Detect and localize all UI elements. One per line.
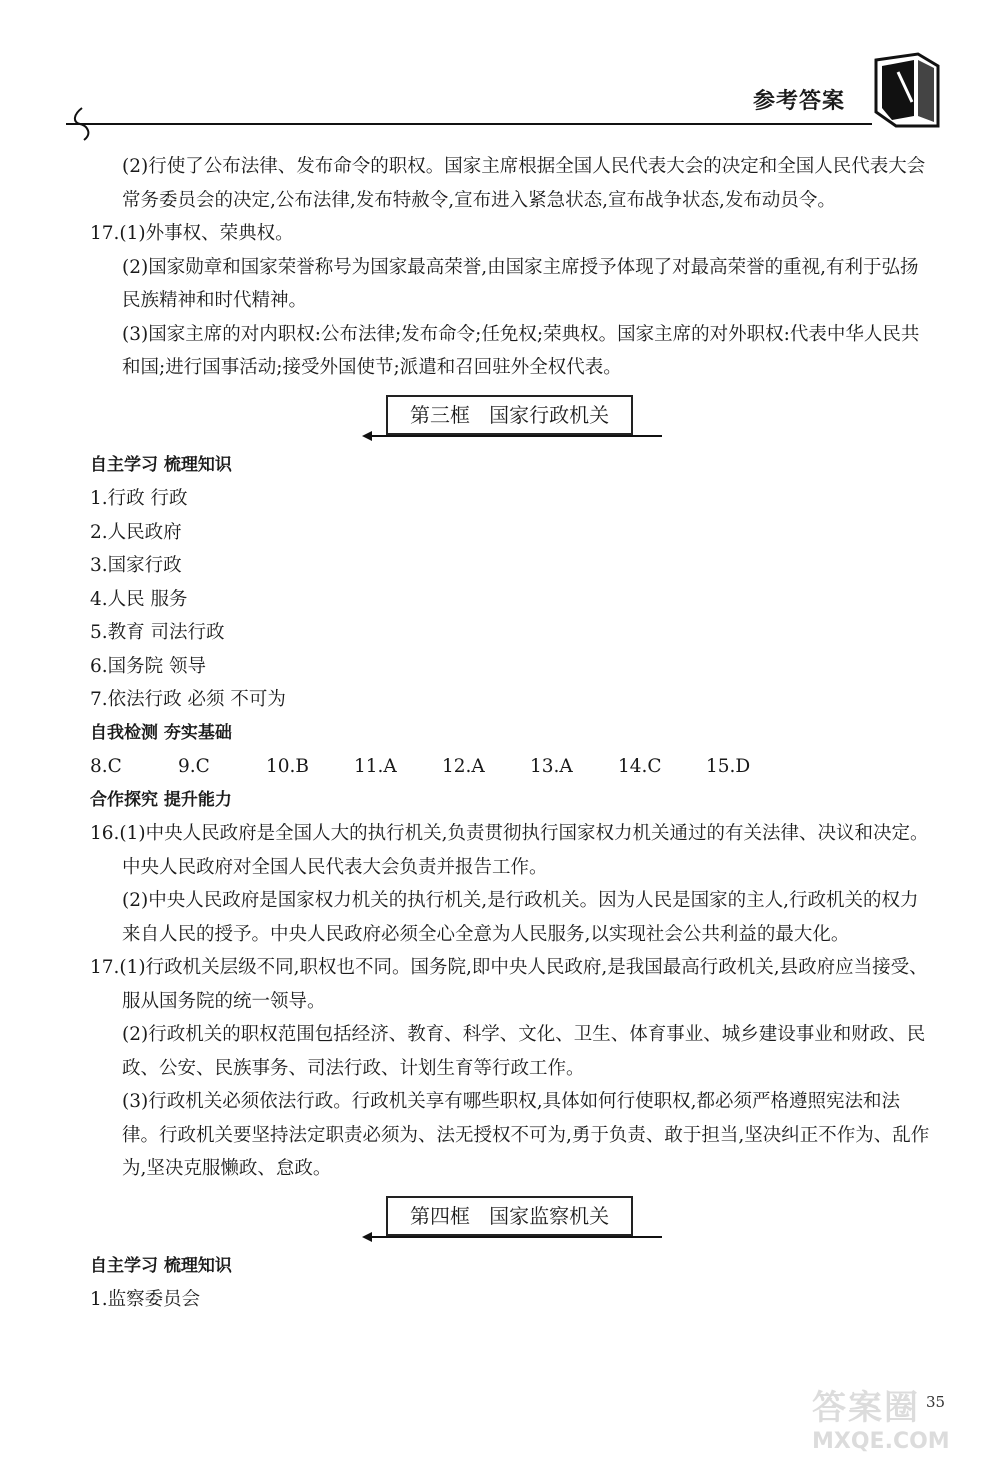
header-rule <box>62 100 882 144</box>
paragraph: (2)行政机关的职权范围包括经济、教育、科学、文化、卫生、体育事业、城乡建设事业和财政、民政、公安、民族事务、司法行政、计划生育等行政工作。 <box>122 1024 926 1079</box>
section-heading-box <box>90 1186 932 1250</box>
paragraph: 17.(1)行政机关层级不同,职权也不同。国务院,即中央人民政府,是我国最高行政机关,县政府应当接受、服从国务院的统一领导。 <box>90 957 928 1012</box>
answer-item: 9.C <box>178 756 210 777</box>
list-item: 6.国务院 领导 <box>90 655 207 677</box>
subsection-heading: 自主学习 梳理知识 <box>90 1255 232 1276</box>
list-item: 3.国家行政 <box>90 555 182 576</box>
list-item: 7.依法行政 必须 不可为 <box>90 689 286 710</box>
main-content <box>90 150 932 1317</box>
list-item: 1.监察委员会 <box>90 1289 201 1310</box>
answer-item: 8.C <box>90 756 122 777</box>
watermark-url: MXQE.COM <box>812 1429 950 1454</box>
paragraph: 17.(1)外事权、荣典权。 <box>90 223 294 244</box>
subsection-heading: 自主学习 梳理知识 <box>90 454 232 475</box>
answer-item: 10.B <box>266 756 310 777</box>
answer-item: 14.C <box>618 756 662 777</box>
section-title: 第三框 国家行政机关 <box>386 395 633 435</box>
watermark-text: 答案圈 <box>812 1388 920 1428</box>
answer-item: 15.D <box>706 756 751 777</box>
section-title: 第四框 国家监察机关 <box>386 1196 633 1236</box>
list-item: 1.行政 行政 <box>90 488 188 509</box>
paragraph: (2)行使了公布法律、发布命令的职权。国家主席根据全国人民代表大会的决定和全国人民代表大会常务委员会的决定,公布法律,发布特赦令,宣布进入紧急状态,宣布战争状态,发布动员令。 <box>122 156 926 211</box>
paragraph: (2)国家勋章和国家荣誉称号为国家最高荣誉,由国家主席授予体现了对最高荣誉的重视,有利于弘扬民族精神和时代精神。 <box>122 256 919 311</box>
paragraph: (3)行政机关必须依法行政。行政机关享有哪些职权,具体如何行使职权,都必须严格遵照宪法和法律。行政机关要坚持法定职责必须为、法无授权不可为,勇于负责、敢于担当,坚决纠正不作为、乱作为,坚决克服懒政、怠政。 <box>122 1091 930 1179</box>
list-item: 4.人民 服务 <box>90 588 188 610</box>
list-item: 5.教育 司法行政 <box>90 622 225 643</box>
subsection-heading: 合作探究 提升能力 <box>90 789 232 810</box>
answer-row <box>90 750 932 784</box>
arrow-left-icon <box>362 429 662 443</box>
paragraph: (2)中央人民政府是国家权力机关的执行机关,是行政机关。因为人民是国家的主人,行政机关的权力来自人民的授予。中央人民政府必须全心全意为人民服务,以实现社会公共利益的最大化。 <box>122 890 919 945</box>
arrow-left-icon <box>362 1230 662 1244</box>
answer-item: 12.A <box>442 756 485 777</box>
list-item: 2.人民政府 <box>90 521 182 543</box>
header-title: 参考答案 <box>752 89 845 114</box>
section-heading-box <box>90 385 932 449</box>
watermark-logo <box>812 1380 992 1462</box>
subsection-heading: 自我检测 夯实基础 <box>90 722 232 743</box>
page-number: 35 <box>926 1393 946 1411</box>
paragraph: 16.(1)中央人民政府是全国人大的执行机关,负责贯彻执行国家权力机关通过的有关法律、决议和决定。中央人民政府对全国人民代表大会负责并报告工作。 <box>90 823 929 878</box>
answer-item: 11.A <box>354 756 397 777</box>
paragraph: (3)国家主席的对内职权:公布法律;发布命令;任免权;荣典权。国家主席的对外职权:代表中华人民共和国;进行国事活动;接受外国使节;派遣和召回驻外全权代表。 <box>122 323 920 378</box>
answer-item: 13.A <box>530 756 573 777</box>
